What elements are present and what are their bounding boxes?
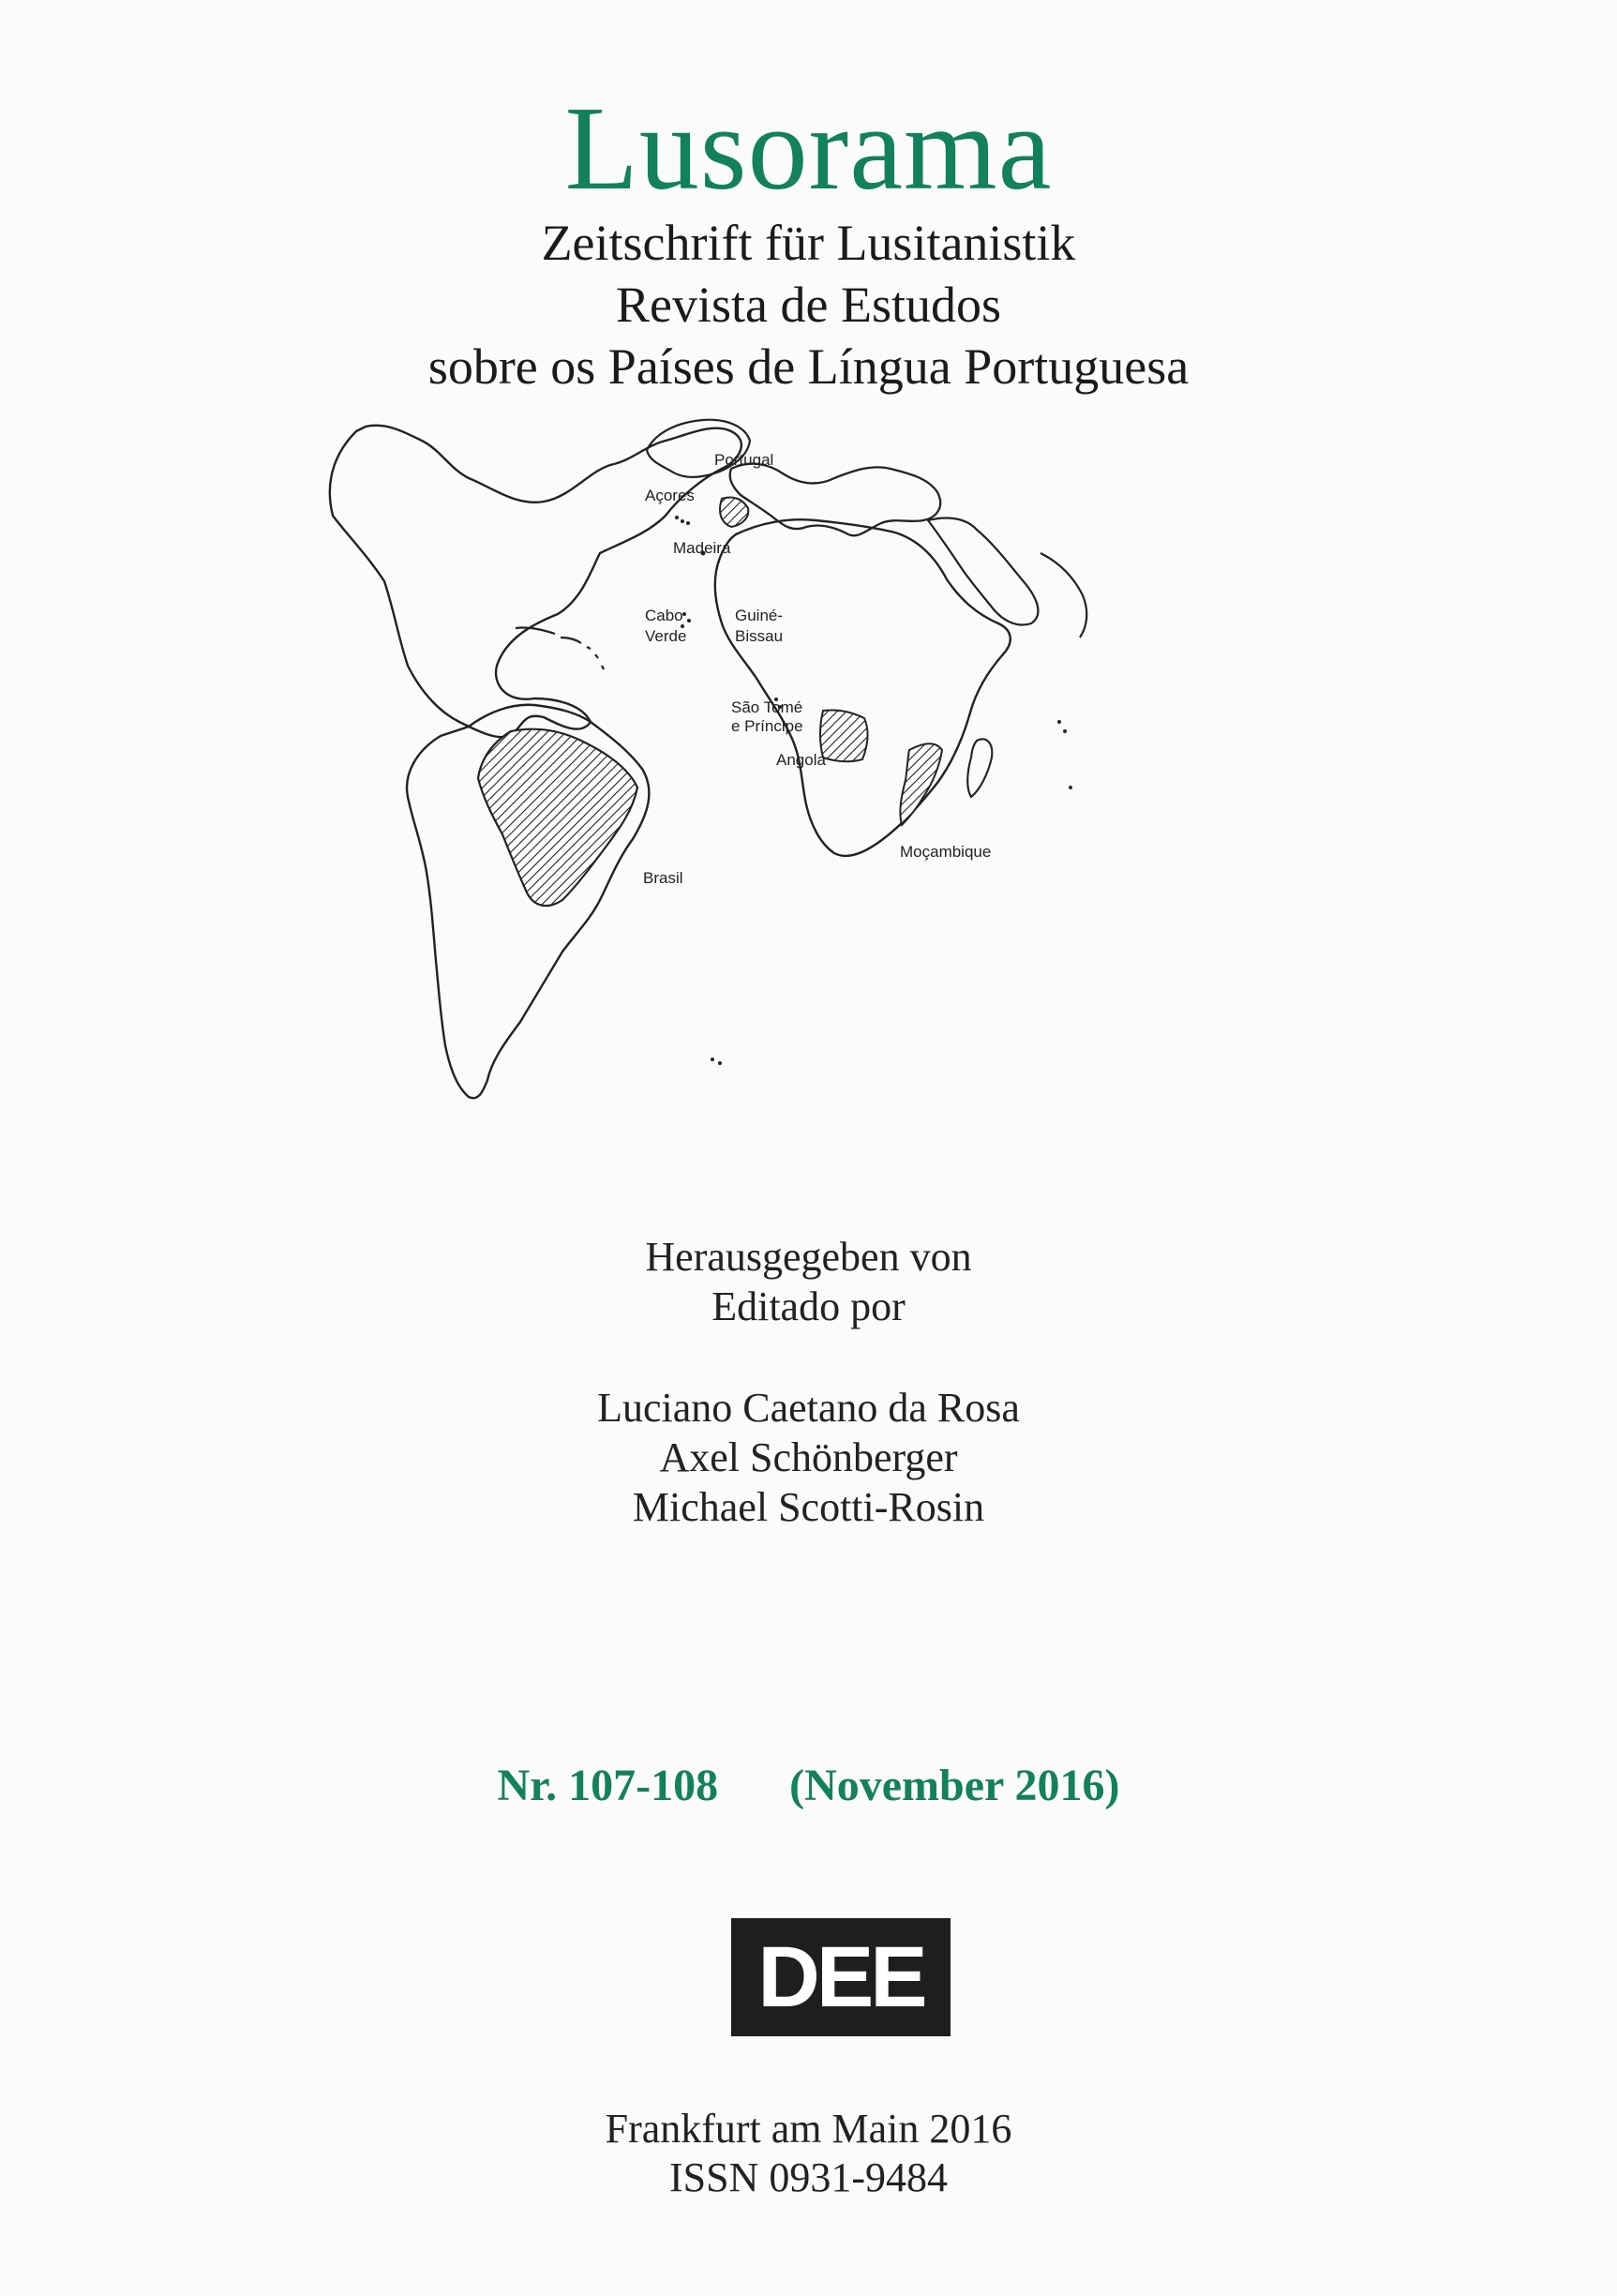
editor-name-1: Luciano Caetano da Rosa <box>597 1385 1020 1431</box>
arabia-outline <box>928 518 1038 624</box>
map-label-acores: Açores <box>645 487 695 504</box>
india-coast <box>1041 553 1086 638</box>
world-map <box>309 413 1359 1125</box>
brasil-region <box>478 729 637 906</box>
publisher-logo <box>731 1918 951 2036</box>
issn: ISSN 0931-9484 <box>668 2154 949 2200</box>
angola-region <box>820 710 868 761</box>
subtitle-line-2: Revista de Estudos <box>616 277 1001 333</box>
publication-place-year: Frankfurt am Main 2016 <box>605 2106 1012 2152</box>
edited-by-portuguese: Editado por <box>711 1283 906 1329</box>
madagascar-outline <box>967 739 992 797</box>
map-label-guine-1: Guiné- <box>735 607 784 624</box>
edited-by-german: Herausgegeben von <box>645 1234 972 1280</box>
map-label-cabo-verde-1: Cabo <box>645 607 683 624</box>
editor-name-3: Michael Scotti-Rosin <box>632 1484 985 1530</box>
subtitle-line-3: sobre os Países de Língua Portuguesa <box>427 338 1190 395</box>
subtitle-line-1: Zeitschrift für Lusitanistik <box>541 215 1076 271</box>
publisher-logo-text: DEE <box>757 1928 924 2025</box>
map-label-portugal: Portugal <box>714 451 774 469</box>
map-label-guine-2: Bissau <box>735 627 784 645</box>
issue-line <box>0 1758 1617 1814</box>
journal-title: Lusorama <box>564 82 1053 215</box>
map-label-madeira: Madeira <box>673 539 731 557</box>
map-label-brasil: Brasil <box>643 869 683 887</box>
issue-number: Nr. 107-108 <box>497 1761 719 1810</box>
map-label-angola: Angola <box>776 751 826 769</box>
map-label-mocambique: Moçambique <box>900 843 992 861</box>
map-label-sao-tome-2: e Príncipe <box>731 717 803 735</box>
portugal-region <box>720 497 748 527</box>
north-america-outline <box>330 426 741 738</box>
map-label-sao-tome-1: São Tomé <box>731 698 803 716</box>
map-label-cabo-verde-2: Verde <box>645 627 687 645</box>
editor-name-2: Axel Schönberger <box>659 1434 958 1480</box>
atlantic-islands <box>675 516 1072 1065</box>
africa-outline <box>715 519 1011 856</box>
issue-date: (November 2016) <box>789 1761 1120 1810</box>
caribbean-islands <box>516 627 604 669</box>
